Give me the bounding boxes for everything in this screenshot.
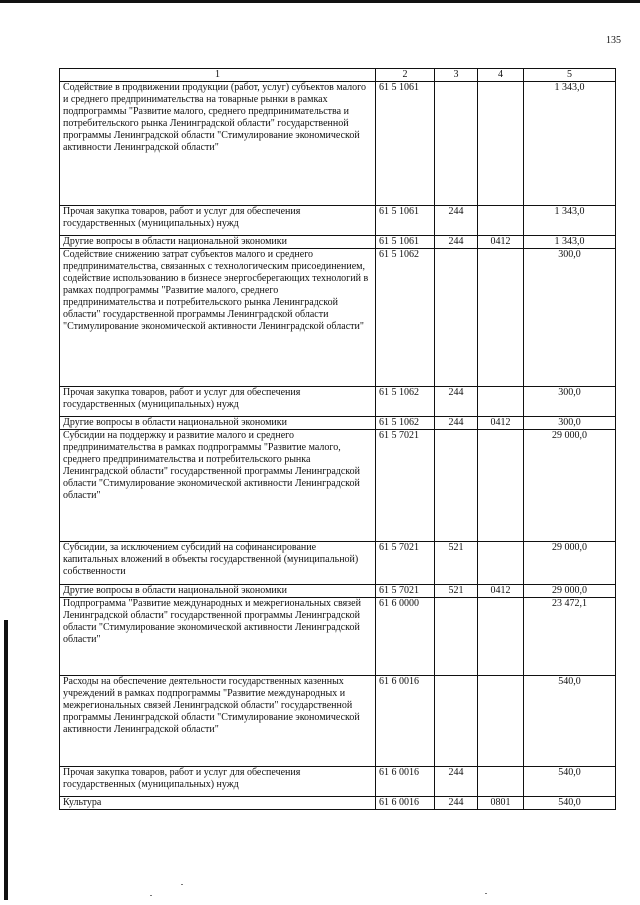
row-vr: 244: [435, 387, 478, 417]
row-vr: [435, 249, 478, 387]
row-vr: [435, 676, 478, 767]
row-csr: 61 6 0000: [376, 598, 435, 676]
row-rz: 0412: [478, 585, 524, 598]
row-rz: [478, 598, 524, 676]
header-row: [60, 69, 616, 82]
row-name: Другие вопросы в области национальной экономики: [60, 585, 376, 598]
table-row: [60, 387, 616, 417]
scan-speck: [485, 893, 487, 894]
row-vr: [435, 82, 478, 206]
header-col-5: 5: [524, 69, 616, 82]
row-name: Содействие снижению затрат субъектов малого и среднего предпринимательства, связанных с технологическим присоединением, содействие использованию в бизнесе энергосберегающих технологий в рамках подпрограммы "Развитие малого, среднего предпринимательства и потребительского рынка Ленинградской области" государственной программы Ленинградской области "Стимулирование экономической активности Ленинградской области": [60, 249, 376, 387]
row-sum: 540,0: [524, 797, 616, 810]
row-name: Прочая закупка товаров, работ и услуг для обеспечения государственных (муниципальных) нужд: [60, 206, 376, 236]
row-rz: 0412: [478, 417, 524, 430]
row-csr: 61 5 7021: [376, 585, 435, 598]
row-sum: 300,0: [524, 417, 616, 430]
table-row: [60, 417, 616, 430]
row-csr: 61 6 0016: [376, 797, 435, 810]
row-rz: [478, 206, 524, 236]
table-row: [60, 236, 616, 249]
row-name: Субсидии на поддержку и развитие малого и среднего предпринимательства в рамках подпрограммы "Развитие малого, среднего предпринимательства и потребительского рынка Ленинградской области" государственной программы Ленинградской области "Стимулирование экономической активности Ленинградской области": [60, 430, 376, 542]
row-name: Расходы на обеспечение деятельности государственных казенных учреждений в рамках подпрограммы "Развитие международных и межрегиональных связей Ленинградской области" государственной программы Ленинградской области "Стимулирование экономической активности Ленинградской области": [60, 676, 376, 767]
row-vr: 244: [435, 417, 478, 430]
row-sum: 540,0: [524, 767, 616, 797]
row-sum: 1 343,0: [524, 82, 616, 206]
row-csr: 61 5 1062: [376, 387, 435, 417]
row-rz: [478, 82, 524, 206]
row-sum: 29 000,0: [524, 585, 616, 598]
row-csr: 61 6 0016: [376, 767, 435, 797]
row-name: Прочая закупка товаров, работ и услуг для обеспечения государственных (муниципальных) нужд: [60, 767, 376, 797]
row-csr: 61 5 1061: [376, 236, 435, 249]
row-rz: [478, 767, 524, 797]
row-vr: 244: [435, 206, 478, 236]
row-csr: 61 5 1062: [376, 249, 435, 387]
scan-speck: [181, 884, 183, 885]
row-sum: 540,0: [524, 676, 616, 767]
table-row: [60, 797, 616, 810]
row-vr: 521: [435, 542, 478, 585]
row-name: Другие вопросы в области национальной экономики: [60, 417, 376, 430]
row-rz: [478, 249, 524, 387]
table-row: [60, 430, 616, 542]
row-name: Субсидии, за исключением субсидий на софинансирование капитальных вложений в объекты государственной (муниципальной) собственности: [60, 542, 376, 585]
row-rz: [478, 430, 524, 542]
header-col-3: 3: [435, 69, 478, 82]
row-name: Культура: [60, 797, 376, 810]
table-row: [60, 542, 616, 585]
row-vr: 521: [435, 585, 478, 598]
budget-table: [59, 68, 616, 810]
row-sum: 300,0: [524, 387, 616, 417]
row-csr: 61 5 1062: [376, 417, 435, 430]
row-rz: 0801: [478, 797, 524, 810]
table-row: [60, 82, 616, 206]
row-vr: 244: [435, 236, 478, 249]
table-row: [60, 598, 616, 676]
scan-speck: [150, 895, 152, 896]
row-vr: 244: [435, 767, 478, 797]
table-row: [60, 767, 616, 797]
header-col-2: 2: [376, 69, 435, 82]
table-row: [60, 676, 616, 767]
row-rz: 0412: [478, 236, 524, 249]
page-number: 135: [606, 35, 621, 46]
table-row: [60, 206, 616, 236]
row-sum: 300,0: [524, 249, 616, 387]
row-vr: [435, 430, 478, 542]
top-border-line: [0, 0, 640, 3]
row-rz: [478, 676, 524, 767]
scan-margin-bar: [4, 620, 8, 900]
row-rz: [478, 542, 524, 585]
row-csr: 61 6 0016: [376, 676, 435, 767]
row-name: Другие вопросы в области национальной экономики: [60, 236, 376, 249]
row-csr: 61 5 7021: [376, 430, 435, 542]
row-csr: 61 5 1061: [376, 206, 435, 236]
row-rz: [478, 387, 524, 417]
row-csr: 61 5 7021: [376, 542, 435, 585]
row-sum: 1 343,0: [524, 206, 616, 236]
header-col-1: 1: [60, 69, 376, 82]
table-row: [60, 585, 616, 598]
row-sum: 23 472,1: [524, 598, 616, 676]
row-vr: 244: [435, 797, 478, 810]
row-sum: 29 000,0: [524, 430, 616, 542]
row-csr: 61 5 1061: [376, 82, 435, 206]
header-col-4: 4: [478, 69, 524, 82]
table-row: [60, 249, 616, 387]
row-name: Содействие в продвижении продукции (работ, услуг) субъектов малого и среднего предпринимательства на товарные рынки в рамках подпрограммы "Развитие малого, среднего предпринимательства и потребительского рынка Ленинградской области" государственной программы Ленинградской области "Стимулирование экономической активности Ленинградской области": [60, 82, 376, 206]
row-sum: 29 000,0: [524, 542, 616, 585]
row-name: Подпрограмма "Развитие международных и межрегиональных связей Ленинградской области" государственной программы Ленинградской области "Стимулирование экономической активности Ленинградской области": [60, 598, 376, 676]
row-sum: 1 343,0: [524, 236, 616, 249]
row-vr: [435, 598, 478, 676]
row-name: Прочая закупка товаров, работ и услуг для обеспечения государственных (муниципальных) нужд: [60, 387, 376, 417]
